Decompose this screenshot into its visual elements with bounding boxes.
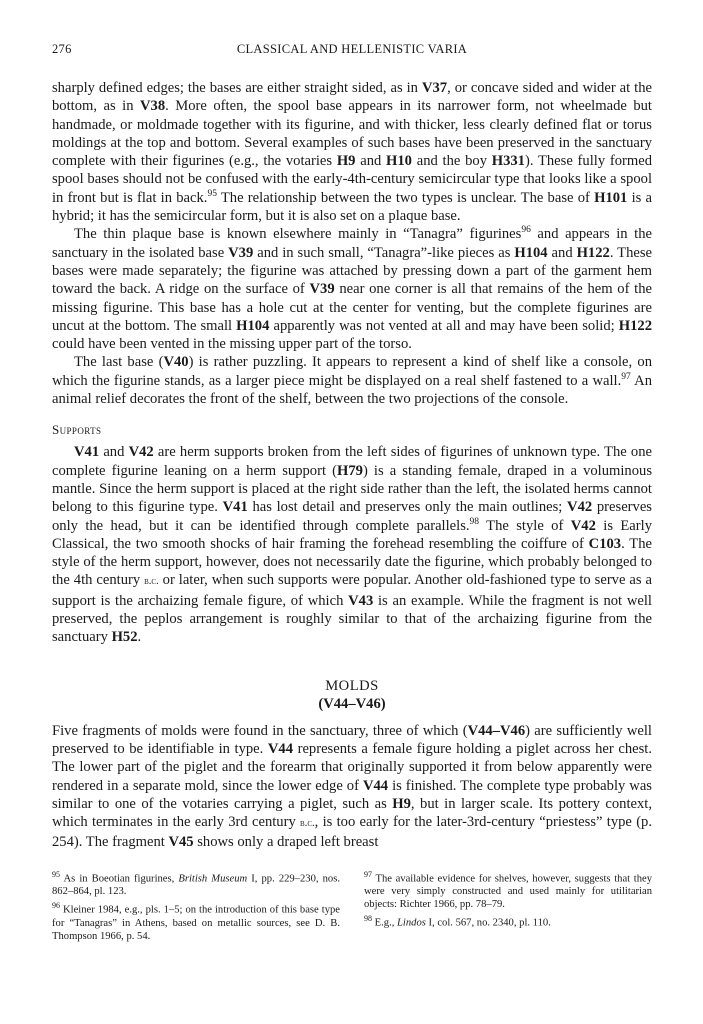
footnote-ref-96: 96: [521, 225, 531, 236]
section-range: (V44–V46): [318, 695, 386, 712]
ref-v43: V43: [348, 592, 374, 609]
ref-v41-b: V41: [222, 499, 248, 516]
running-title: CLASSICAL AND HELLENISTIC VARIA: [236, 42, 468, 56]
section-heading-molds: [52, 677, 652, 714]
section-title: MOLDS: [325, 677, 379, 694]
ref-h79: H79: [336, 462, 363, 479]
paragraph-plaque-base: The thin plaque base is known elsewhere mainly in “Tanagra” figurines$^{96}$ and appears in the sanctuary in the isolated base V39 and in such small, “Tanagra”-like pieces as H104 and H122. These bases were made separately; the figurine was attached by pressing down a part of the garment hem toward the back. A ridge on the surface of V39 near one corner is all that remains of the hem of the missing figurine. This base has a hole cut at the center for venting, but the complete figurines are uncut at the bottom. The small H104 apparently was not vented at all and may have been solid; H122 could have been vented in the missing upper part of the torso.: [52, 225, 652, 353]
footnotes-right: [364, 868, 652, 944]
main-text: [52, 79, 652, 408]
paragraph-spool-bases: sharply defined edges; the bases are either straight sided, as in V37, or concave sided and wider at the bottom, as in V38. More often, the spool base appears in its narrower form, not wheelmade but handmade, or moldmade together with its figurine, and with thicker, less clearly defined flat or torus moldings at the top and bottom. Several examples of such bases have been preserved in the sanctuary complete with their figurines (e.g., the votaries H9 and H10 and the boy H331). These fully formed spool bases should not be confused with the early-4th-century semicircular type that looks like a spool in front but is flat in back.$^{95}$ The relationship between the two types is unclear. The base of H101 is a hybrid; it has the semicircular form, but it is also set on a plaque base.: [52, 80, 652, 225]
footnote-ref-95: 95: [207, 188, 217, 199]
ref-v44-v46: V44–V46: [467, 722, 526, 739]
ref-v42: V42: [128, 444, 154, 461]
ref-v41: V41: [74, 444, 100, 461]
footnote-ref-97: 97: [621, 371, 631, 382]
ref-h9: H9: [336, 153, 356, 170]
footnote-98: $^{98}$ E.g., Lindos I, col. 567, no. 2340, pl. 110.: [364, 914, 551, 929]
ref-v44: V44: [267, 740, 294, 757]
page: [52, 42, 652, 944]
ref-h9-b: H9: [392, 795, 411, 812]
ref-v39-b: V39: [309, 281, 335, 298]
running-header: [52, 42, 652, 62]
ref-h52: H52: [111, 629, 138, 646]
ref-h122-b: H122: [618, 317, 652, 334]
ref-v42-b: V42: [567, 499, 593, 516]
era-abbrev-2: b.c.: [300, 818, 315, 830]
ref-v39: V39: [228, 244, 254, 261]
ref-v40: V40: [163, 354, 189, 371]
footnote-97: $^{97}$ The available evidence for shelves, however, suggests that they were very simply constructed and used mainly for utilitarian objects: Richter 1966, pp. 78–79.: [364, 869, 652, 911]
paragraph-molds: Five fragments of molds were found in the sanctuary, three of which (V44–V46) are sufficiently well preserved to be identifiable in type. V44 represents a female figure holding a piglet across her chest. The lower part of the piglet and the forearm that originally supported it from below apparently were rendered in a separate mold, since the lower edge of V44 is finished. The complete type probably was similar to one of the votaries carrying a piglet, such as H9, but in larger scale. Its pottery context, which terminates in the early 3rd century b.c., is too early for the later-3rd-century “priestess” type (p. 254). The fragment V45 shows only a draped left breast: [52, 722, 652, 851]
subheading-supports: Supports: [52, 422, 102, 438]
ref-v45: V45: [168, 834, 194, 851]
ref-h101: H101: [594, 189, 628, 206]
era-abbrev: b.c.: [144, 576, 159, 588]
footnote-96: $^{96}$ Kleiner 1984, e.g., pls. 1–5; on the introduction of this base type for “Tanagras” in Athens, based on metallic sources, see D. B. Thompson 1966, p. 54.: [52, 901, 340, 942]
paragraph-supports: V41 and V42 are herm supports broken from the left sides of figurines of unknown type. The one complete figurine leaning on a herm support (H79) is a standing female, draped in a voluminous mantle. Since the herm support is placed at the right side rather than the left, the isolated herms cannot belong to this figurine type. V41 has lost detail and preserves only the main outlines; V42 preserves only the head, but it can be identified through complete parallels.$^{98}$ The style of V42 is Early Classical, the two smooth shocks of hair framing the forehead resembling the coiffure of C103. The style of the herm support, however, does not necessarily date the figurine, which probably belonged to the 4th century b.c. or later, when such supports were popular. Another old-fashioned type to serve as a support is the archaizing female figure, of which V43 is an example. While the fragment is not well preserved, the peplos arrangement is roughly similar to that of the archaizing figurine from the sanctuary H52.: [52, 444, 652, 646]
ref-h104: H104: [514, 244, 548, 261]
ref-c103: C103: [588, 535, 622, 552]
footnote-ref-98: 98: [469, 516, 480, 527]
paragraph-last-base: The last base (V40) is rather puzzling. It appears to represent a kind of shelf like a console, on which the figurine stands, as a larger piece might be displayed on a real shelf fastened to a wall.$^{97}$ An animal relief decorates the front of the shelf, between the two projections of the console.: [52, 354, 652, 408]
ref-v42-c: V42: [570, 517, 596, 534]
ref-h122: H122: [576, 244, 610, 261]
page-number: 276: [52, 42, 72, 56]
ref-v44-b: V44: [362, 777, 389, 794]
footnotes: [52, 868, 652, 944]
footnotes-left: [52, 868, 340, 944]
ref-v37: V37: [421, 80, 448, 96]
ref-h10: H10: [386, 153, 412, 170]
ref-h104-b: H104: [236, 317, 270, 334]
ref-v38: V38: [140, 98, 166, 115]
footnote-95: $^{95}$ As in Boeotian figurines, British Museum I, pp. 229–230, nos. 862–864, pl. 123.: [52, 869, 340, 898]
ref-h331: H331: [491, 153, 525, 170]
